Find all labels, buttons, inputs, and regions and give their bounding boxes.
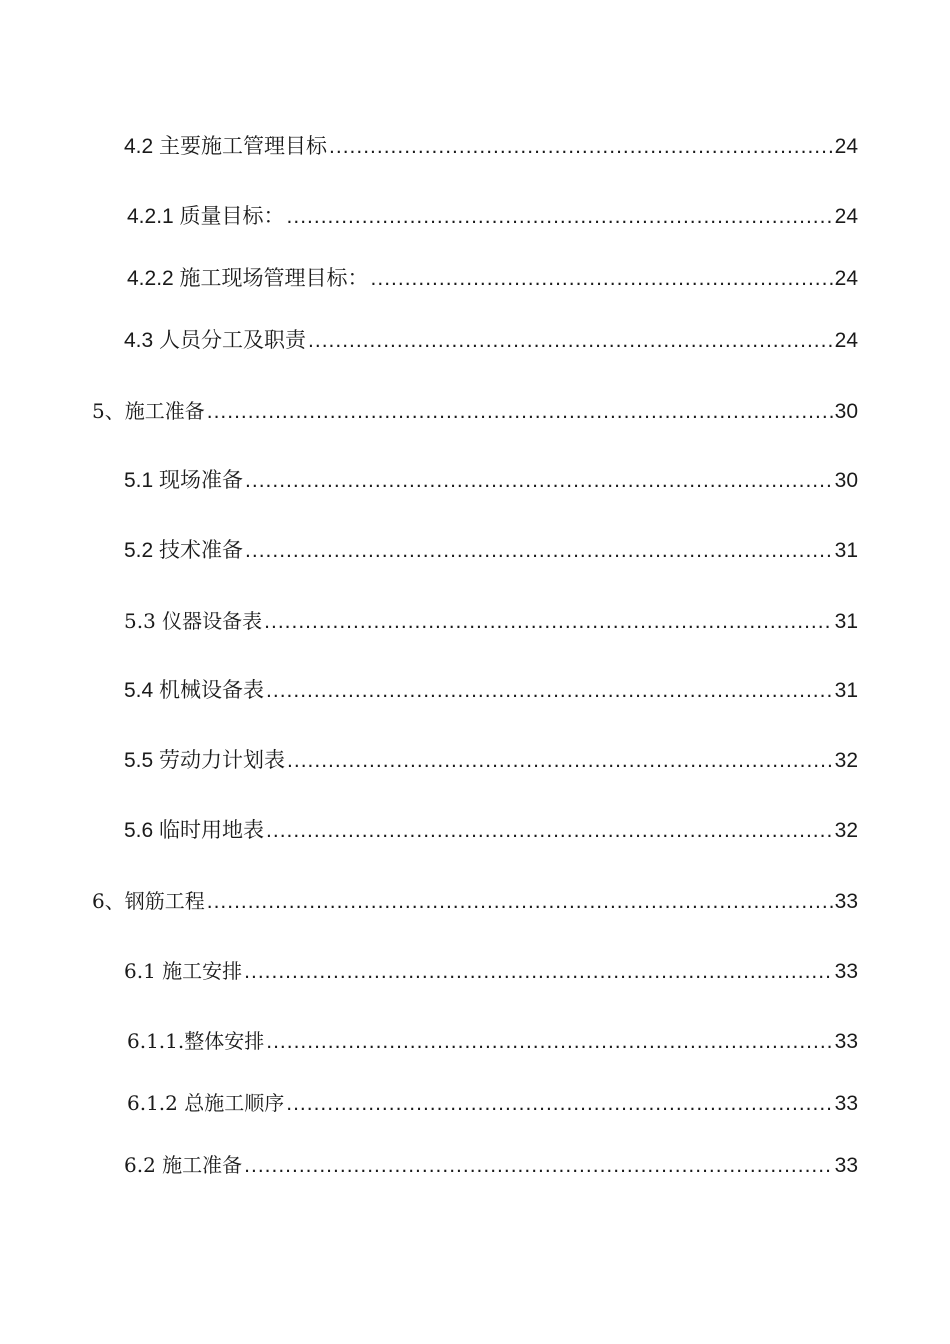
toc-entry-page: 33 <box>834 1154 858 1177</box>
toc-dot-leader <box>244 1152 832 1180</box>
toc-entry[interactable] <box>92 397 858 426</box>
toc-dot-leader <box>245 537 833 565</box>
toc-entry-title: 6.1 施工安排 <box>124 959 243 983</box>
toc-entry-title: 4.2.2 施工现场管理目标： <box>127 267 369 290</box>
toc-entry-page: 33 <box>834 890 858 913</box>
toc-entry-title: 4.3 人员分工及职责 <box>124 329 307 352</box>
toc-entry-title: 5.2 技术准备 <box>124 539 244 562</box>
toc-entry-page: 33 <box>834 1092 858 1115</box>
toc-entry-page: 31 <box>834 539 858 562</box>
toc-entry-title: 5.6 临时用地表 <box>124 819 265 842</box>
toc-entry-title: 5.5 劳动力计划表 <box>124 749 286 772</box>
toc-entry-title: 6.1.2 总施工顺序 <box>127 1091 285 1115</box>
toc-entry-page: 33 <box>834 960 858 983</box>
toc-dot-leader <box>266 1028 832 1056</box>
toc-entry-page: 30 <box>834 400 858 423</box>
toc-entry-title: 5、施工准备 <box>92 399 205 423</box>
toc-entry[interactable] <box>124 607 858 636</box>
toc-entry[interactable] <box>127 265 858 293</box>
toc-entry-title: 5.1 现场准备 <box>124 469 244 492</box>
toc-entry[interactable] <box>124 133 858 161</box>
toc-entry[interactable] <box>92 887 858 916</box>
toc-entry-title: 4.2.1 质量目标： <box>127 205 285 228</box>
toc-dot-leader <box>329 133 833 161</box>
toc-entry-title: 6、钢筋工程 <box>92 889 205 913</box>
toc-entry-page: 24 <box>834 205 858 228</box>
toc-entry-title: 5.3 仪器设备表 <box>124 609 263 633</box>
toc-dot-leader <box>207 888 833 916</box>
toc-entry[interactable] <box>124 537 858 565</box>
toc-dot-leader <box>287 203 833 231</box>
toc-entry-title: 5.4 机械设备表 <box>124 679 265 702</box>
toc-dot-leader <box>207 398 833 426</box>
toc-entry-title: 6.1.1.整体安排 <box>127 1029 265 1053</box>
toc-dot-leader <box>244 958 832 986</box>
toc-entry[interactable] <box>124 677 858 705</box>
toc-dot-leader <box>266 677 833 705</box>
toc-entry-title: 6.2 施工准备 <box>124 1153 243 1177</box>
toc-entry[interactable] <box>124 327 858 355</box>
toc-entry[interactable] <box>124 467 858 495</box>
toc-entry[interactable] <box>127 1089 858 1118</box>
toc-entry[interactable] <box>124 817 858 845</box>
toc-entry-title: 4.2 主要施工管理目标 <box>124 135 328 158</box>
toc-entry[interactable] <box>124 957 858 986</box>
toc-entry[interactable] <box>127 203 858 231</box>
toc-entry-page: 24 <box>834 329 858 352</box>
toc-entry[interactable] <box>124 1151 858 1180</box>
toc-entry-page: 30 <box>834 469 858 492</box>
toc-entry-page: 31 <box>834 679 858 702</box>
toc-entry-page: 24 <box>834 135 858 158</box>
toc-entry-page: 32 <box>834 749 858 772</box>
toc-entry-page: 31 <box>834 610 858 633</box>
toc-entry-page: 33 <box>834 1030 858 1053</box>
toc-dot-leader <box>371 265 833 293</box>
toc-entry[interactable] <box>124 747 858 775</box>
toc-entry-page: 32 <box>834 819 858 842</box>
toc-dot-leader <box>266 817 833 845</box>
toc-entry[interactable] <box>127 1027 858 1056</box>
toc-dot-leader <box>308 327 833 355</box>
toc-entry-page: 24 <box>834 267 858 290</box>
toc-dot-leader <box>245 467 833 495</box>
toc-dot-leader <box>287 747 833 775</box>
toc-dot-leader <box>286 1090 832 1118</box>
toc-dot-leader <box>264 608 832 636</box>
